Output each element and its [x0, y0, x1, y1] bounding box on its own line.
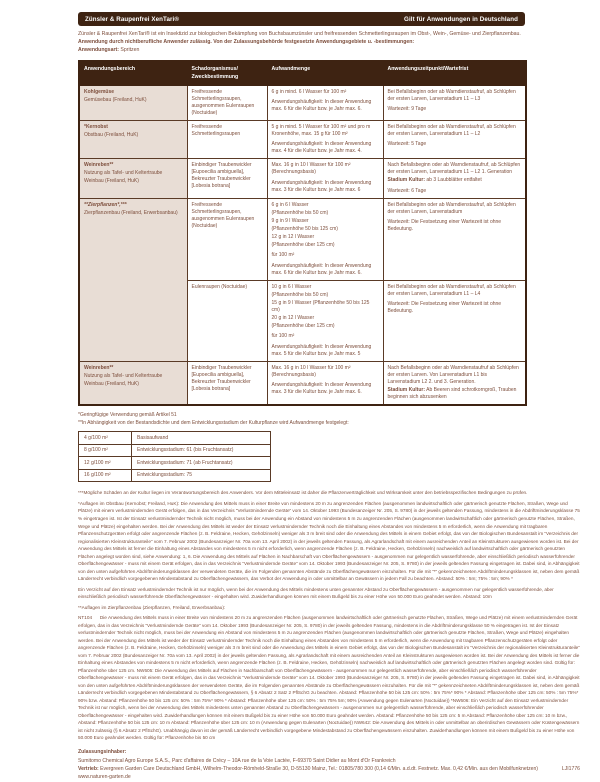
dose-row	[79, 469, 271, 482]
dose-desc: Entwicklungsstadium: 61 (bis Fruchtansatz)	[132, 444, 271, 457]
rate-cell: 5 g in mind. 5 l Wasser für 100 m² und pro m Kronenhöhe, max. 15 g für 100 m² Anwendungshäufigkeit: In dieser Anwendung max. 4 für die Kultur bzw. je Jahr max. 4.	[267, 120, 383, 159]
legal-paragraph-culture-damage: ***Mögliche Schäden an der Kultur liegen im Verantwortungsbereich des Anwenders. Vor dem Mitteleinsatz ist daher die Pflanzenverträglichkeit und Wirksamkeit unter den betriebsspezifischen Bedingungen zu prüfen.	[78, 490, 528, 496]
timing-cell: Bei Befallsbeginn oder ab Warndienstaufruf, ab Schlüpfen der ersten Larven, Larvenstadium L1 – L3 Wartezeit: 9 Tage	[383, 85, 526, 120]
label-code: LJI1776	[561, 765, 580, 772]
dose-row	[79, 457, 271, 470]
dose-amount: 16 g/100 m²	[79, 469, 132, 482]
intro-block	[78, 31, 525, 54]
product-title: Zünsler & Raupenfrei XenTari®	[85, 15, 179, 23]
footnote-aufwandmenge: **In Abhängigkeit von der Bestandsdichte und dem Entwicklungsstadium der Kulturpflanze wird Aufwandmenge festgelegt:	[78, 419, 349, 426]
pest-cell: Eulenraupen (Noctuidae)	[187, 280, 267, 361]
authorization-holder-line: Sumitomo Chemical Agro Europe S.A.S., Parc d'affaires de Crécy – 10A rue de la Voie Lactée, F-69370 Saint Didier au Mont d'Or Frankreich	[78, 757, 396, 764]
title-bar	[78, 12, 525, 26]
col-header-anwendungszeitpunkt: Anwendungszeitpunkt/Wartefrist	[383, 61, 526, 85]
authorization-holder-heading: Zulassungsinhaber:	[78, 748, 127, 755]
rate-cell: 6 g in mind. 6 l Wasser für 100 m² Anwendungshäufigkeit: In dieser Anwendung max. 6 für die Kultur bzw. je Jahr max. 6.	[267, 85, 383, 120]
application-type-label: Anwendungsart:	[78, 46, 119, 53]
area-cell: **Zierpflanzen*,*** Zierpflanzenbau (Freiland, Erwerbsanbau)	[79, 198, 187, 361]
timing-cell: Bei Befallsbeginn oder ab Warndienstaufruf, ab Schlüpfen der ersten Larven, Larvenstadium L1 – L2 Wartezeit: 5 Tage	[383, 120, 526, 159]
table-row	[79, 198, 526, 280]
timing-cell: Nach Befallsbeginn oder ab Warndienstaufruf ab Schlüpfen der ersten Larven. Von Larvenstadium L1 bis Larvenstadium L2 2. und 3. Generation. Stadium Kultur: Ab Beeren sind schrotkorngroß, Trauben beginnen sich abzusenken	[383, 361, 526, 405]
application-type-value: Spritzen	[118, 46, 140, 53]
col-header-aufwandmenge: Aufwandmenge	[267, 61, 383, 85]
table-row	[79, 361, 526, 405]
col-header-schadorganismus: Schadorganismus/ Zweckbestimmung	[187, 61, 267, 85]
table-row	[79, 120, 526, 159]
dose-amount: 8 g/100 m²	[79, 444, 132, 457]
area-cell: Kohlgemüse Gemüsebau (Freiland, HuK)	[79, 85, 187, 120]
region-note: Gilt für Anwendungen in Deutschland	[404, 15, 518, 23]
footnote-article51: *Geringfügige Verwendung gemäß Artikel 51	[78, 411, 177, 418]
pest-cell: Freifressende Schmetterlingsraupen, ausgenommen Eulenraupen (Noctuidae)	[187, 198, 267, 280]
col-header-anwendungsbereich: Anwendungsbereich	[79, 61, 187, 85]
dose-amount: 12 g/100 m²	[79, 457, 132, 470]
legal-paragraph-obstbau: *Auflagen im Obstbau (Kernobst; Freiland, HuK): Die Anwendung des Mittels muss in einer Breite von mindestens 20 m zu angrenzenden Flächen (ausgenommen landwirtschaftlich oder gärtnerisch genutzte Flächen, Straßen, Wege und Plätze) mit einem verlustmindernden Gerät erfolgen, das in das Verzeichnis “Verlustmindernde Geräte” vom 14. Oktober 1993 (Bundesanzeiger Nr. 205, S. 9780) in der jeweils geltenden Fassung, mindestens in die Abdriftminderungsklasse 75 % eingetragen ist. Ist der Einsatz verlustmindernder Technik nicht möglich, muss bei der Anwendung ein Abstand von mindestens 5 m zu angrenzenden Flächen (ausgenommen landwirtschaftlich oder gärtnerisch genutzte Flächen, Straßen, Wege und Plätze) eingehalten werden. Bei der Anwendung des Mittels ist weder der Einsatz verlustmindernder Technik noch die Einhaltung eines Abstandes von mindestens 5 m erforderlich, wenn die Anwendung mit tragbaren Pflanzenschutzgeräten erfolgt oder angrenzende Flächen (z. B. Feldraine, Hecken, Gehölzinseln) weniger als 3 m breit sind oder die Anwendung des Mittels in einem Gebiet erfolgt, das von der Biologischen Bundesanstalt im “Verzeichnis der regionalisierten Kleinstrukturanteile” vom 7. Februar 2002 (Bundesanzeiger Nr. 70a vom 13. April 2002) in der jeweils geltenden Fassung, als Agrarlandschaft mit einem ausreichenden Anteil an Kleinstrukturen ausgewiesen worden ist. Bei der Anwendung des Mittels ist ferner die Einhaltung eines Abstandes von mindestens 5 m nicht erforderlich, wenn angrenzende Flächen (z. B. Feldraine, Hecken, Gehölzinseln) nachweislich auf landwirtschaftlich oder gärtnerisch genutzten Flächen angelegt worden sind, siehe Anwendung: 1, 6. Die Anwendung des Mittels auf Flächen in Nachbarschaft von Oberflächengewässern - ausgenommen nur gelegentlich wasserführende, aber einschließlich periodisch wasserführender Oberflächengewässer - muss mit einem Gerät erfolgen, das in das Verzeichnis “Verlustmindernde Geräte” vom 14. Oktober 1993 (Bundesanzeiger Nr. 205, S. 9780) in der jeweils geltenden Fassung eingetragen ist. Dabei sind, in Abhängigkeit von den unten aufgeführten Abdriftminderungsklassen der verwendeten Geräte, die im Folgenden genannten Abstände zu Oberflächengewässern einzuhalten. Für die mit “*” gekennzeichneten Abdriftminderungsklassen ist, neben dem gemäß Länderrecht verbindlich vorgegebenen Mindestabstand zu Oberflächengewässern, das Verbot der Anwendung in oder unmittelbar an Gewässern in jedem Fall zu beachten. Abstand: 50% : 5m; 75% : 5m; 90% *	[78, 500, 580, 582]
footer-block	[78, 749, 580, 782]
table-row	[79, 159, 526, 199]
timing-cell: Nach Befallsbeginn oder ab Warndienstaufruf, ab Schlüpfen der ersten Larven, Larvenstadium L1 – L2 1. Generation Stadium Kultur: ab 3 Laubblätter entfaltet Wartezeit: 6 Tage	[383, 159, 526, 199]
legal-paragraph-zierpflanzenbau-heading: **Auflagen im Zierpflanzenbau (Zierpflanzen, Freiland, Erwerbsanbau):	[78, 604, 226, 610]
pest-cell: Freifressende Schmetterlingsraupen	[187, 120, 267, 159]
dose-amount: 4 g/100 m²	[79, 432, 132, 445]
pest-cell: Freifressende Schmetterlingsraupen, ausgenommen Eulenraupen (Noctuidae)	[187, 85, 267, 120]
distribution-line	[78, 766, 580, 774]
vertrieb-label: Vertrieb:	[78, 765, 99, 772]
legal-text-block	[78, 489, 580, 742]
dose-row	[79, 432, 271, 445]
pest-cell: Einbindiger Traubenwickler [Eupoecilia ambiguella], Bekreuzter Traubenwickler [Lobesia botrana]	[187, 159, 267, 199]
dose-row	[79, 444, 271, 457]
rate-cell: Max. 16 g in 10 l Wasser für 100 m² (Berechnungsbasis) Anwendungshäufigkeit: In dieser Anwendung max. 3 für die Kultur bzw. je Jahr max. 6.	[267, 361, 383, 405]
area-cell: Weinreben** Nutzung als Tafel- und Keltertraube Weinbau (Freiland, HuK)	[79, 159, 187, 199]
area-cell: Weinreben** Nutzung als Tafel- und Keltertraube Weinbau (Freiland, HuK)	[79, 361, 187, 405]
application-table	[78, 60, 527, 406]
timing-cell: Bei Befallsbeginn oder ab Warndienstaufruf, ab Schlüpfen der ersten Larven, Larvenstadium Wartezeit: Die Festsetzung einer Wartezeit ist ohne Bedeutung.	[383, 198, 526, 280]
dose-desc: Entwicklungsstadium: 71 (ab Fruchtansatz)	[132, 457, 271, 470]
stadium-kultur-line: Stadium Kultur: ab 3 Laubblätter entfaltet	[387, 177, 482, 184]
rate-cell: 10 g in 6 l Wasser (Pflanzenhöhe bis 50 cm) 15 g in 9 l Wasser (Pflanzenhöhe 50 bis 125 cm) 20 g in 12 l Wasser (Pflanzenhöhe über 125 cm) für 100 m² Anwendungshäufigkeit: In dieser Anwendung max. 5 für die Kultur bzw. je Jahr max. 5	[267, 280, 383, 361]
rate-cell: Max. 16 g in 10 l Wasser für 100 m² (Berechnungsbasis) Anwendungshäufigkeit: In dieser Anwendung max. 3 für die Kultur bzw. je Jahr max. 6	[267, 159, 383, 199]
dose-desc: Basisaufwand	[132, 432, 271, 445]
website-text: www.naturen-garten.de	[78, 773, 131, 780]
area-cell: *Kernobst Obstbau (Freiland, HuK)	[79, 120, 187, 159]
table-header-row	[79, 61, 526, 85]
dose-table	[78, 431, 271, 482]
intro-regulatory-note: Anwendung durch nichtberufliche Anwender zulässig. Von der Zulassungsbehörde festgesetzte Anwendungsgebiete u. -bestimmungen:	[78, 38, 415, 45]
rate-cell: 6 g in 6 l Wasser (Pflanzenhöhe bis 50 cm) 9 g in 9 l Wasser (Pflanzenhöhe 50 bis 125 cm) 12 g in 12 l Wasser (Pflanzenhöhe über 125 cm) für 100 m² Anwendungshäufigkeit: In dieser Anwendung max. 6 für die Kultur bzw. je Jahr max. 6.	[267, 198, 383, 280]
timing-cell: Bei Befallsbeginn oder ab Warndienstaufruf, ab Schlüpfen der ersten Larven, Larvenstadium L1 – L4 Wartezeit: Die Festsetzung einer Wartezeit ist ohne Bedeutung.	[383, 280, 526, 361]
intro-description: Zünsler & Raupenfrei XenTari® ist ein Insektizid zur biologischen Bekämpfung von Buchsbaumzünsler und freifressenden Schmetterlingsraupen im Obst-, Wein-, Gemüse- und Zierpflanzenbau.	[78, 31, 521, 37]
table-row	[79, 85, 526, 120]
pest-cell: Einbindiger Traubenwickler [Eupoecilia ambiguella], Bekreuzter Traubenwickler [Lobesia botrana]	[187, 361, 267, 405]
legal-paragraph-verzicht: Ein Verzicht auf den Einsatz verlustmindernder Technik ist nur möglich, wenn bei der Anwendung des Mittels mindestens unten genannter Abstand zu Oberflächengewässern - ausgenommen nur gelegentlich wasserführende, aber einschließlich periodisch wasserführende Oberflächengewässer - eingehalten wird. Zuwiderhandlungen können mit einem Bußgeld bis zu einer Höhe von 50.000 Euro geahndet werden. Abstand: 10m	[78, 586, 554, 600]
distribution-text: Vertrieb: Evergreen Garden Care Deutschland GmbH, Wilhelm-Theodor-Römheld-Straße 30, D-55130 Mainz, Tel.: 01805/780 300 (0,14 €/Min. a.d.dt. Festnetz. Max. 0,42 €/Min. aus den Mobilfunknetzen)	[78, 765, 538, 772]
stadium-kultur-line: Stadium Kultur: Ab Beeren sind schrotkorngroß, Trauben beginnen sich abzusenken	[387, 386, 517, 400]
legal-paragraph-nt104: NT104 Die Anwendung des Mittels muss in einer Breite von mindestens 20 m zu angrenzenden Flächen (ausgenommen landwirtschaftlich oder gärtnerisch genutzte Flächen, Straßen, Wege und Plätze) mit einem verlustmindernden Gerät erfolgen, das in das Verzeichnis “Verlustmindernde Geräte” vom 14. Oktober 1993 (Bundesanzeiger Nr. 205, S. 9780) in der jeweils geltenden Fassung, mindestens in die Abdriftminderungsklasse 50 % eingetragen ist. Ist der Einsatz verlustmindernder Technik nicht möglich, muss bei der Anwendung ein Abstand von mindestens 5 m zu angrenzenden Flächen (ausgenommen landwirtschaftlich oder gärtnerisch genutzte Flächen, Straßen, Wege und Plätze) eingehalten werden. Bei der Anwendung des Mittels ist weder der Einsatz verlustmindernder Technik noch die Einhaltung eines Abstandes von mindestens 5 m erforderlich, wenn die Anwendung mit tragbaren Pflanzenschutzgeräten erfolgt oder angrenzende Flächen (z. B. Feldraine, Hecken, Gehölzinseln) weniger als 3 m breit sind oder die Anwendung des Mittels in einem Gebiet erfolgt, das von der Biologischen Bundesanstalt im “Verzeichnis der regionalisierten Kleinstrukturanteile” vom 7. Februar 2002 (Bundesanzeiger Nr. 70a vom 13. April 2002) in der jeweils geltenden Fassung, als Agrarlandschaft mit einem ausreichenden Anteil an Kleinstrukturen ausgewiesen worden ist. Bei der Anwendung des Mittels ist ferner die Einhaltung eines Abstandes von mindestens 5 m nicht erforderlich, wenn angrenzende Flächen (z. B. Feldraine, Hecken, Gehölzinseln) nachweislich auf landwirtschaftlich oder gärtnerisch genutzten Flächen angelegt worden sind. Gültig für: Pflanzenhöhe über 125 cm. NW605: Die Anwendung des Mittels auf Flächen in Nachbarschaft von Oberflächengewässern - ausgenommen nur gelegentlich wasserführende, aber einschließlich periodisch wasserführender Oberflächengewässer - muss mit einem Gerät erfolgen, das in das Verzeichnis “Verlustmindernde Geräte” vom 14. Oktober 1993 (Bundesanzeiger Nr. 205, S. 9780) in der jeweils geltenden Fassung eingetragen ist. Dabei sind, in Abhängigkeit von den unten aufgeführten Abdriftminderungsklassen der verwendeten Geräte, die im Folgenden genannten Abstände zu Oberflächengewässern einzuhalten. Für die mit “*” gekennzeichneten Abdriftminderungsklassen ist, neben dem gemäß Länderrecht verbindlich vorgegebenen Mindestabstand zu Oberflächengewässern, § 6 Absatz 2 Satz 2 PflSchG zu beachten. Abstand: Pflanzenhöhe 50 bis 125 cm: 50% : 5m 75%* 90% * Abstand: Pflanzenhöhe über 125 cm: 50% : 5m 75%* 90% bzw. Abstand: Pflanzenhöhe 50 bis 125 cm: 50% : 5m 75%* 90% * Abstand: Pflanzenhöhe über 125 cm: 50% : 5m 75% 5m; 90% (Anwendung gegen Eulenarten (Noctuidae)) *NW606: Ein Verzicht auf den Einsatz verlustmindernder Technik ist nur möglich, wenn bei der Anwendung des Mittels mindestens unten genannter Abstand zu Oberflächengewässern - ausgenommen nur gelegentlich wasserführende, aber einschließlich periodisch wasserführender Oberflächengewässer - eingehalten wird. Zuwiderhandlungen können mit einem Bußgeld bis zu einer Höhe von 50.000 Euro geahndet werden. Abstand: Pflanzenhöhe 50 bis 125 cm: 5 m Abstand: Pflanzenhöhe über 125 cm: 10 m bzw., Abstand: Pflanzenhöhe 50 bis 125 cm: 10 m Abstand: Pflanzenhöhe über 125 cm: 10 m (Anwendung gegen Eulenarten (Noctuidae)) NW642: Die Anwendung des Mittels in oder unmittelbar an oberirdischen Gewässern oder Küstengewässern ist nicht zulässig (§ 6 Absatz 2 PflSchG). Unabhängig davon ist der gemäß Länderrecht verbindlich vorgegebene Mindestabstand zu Oberflächengewässern einzuhalten. Zuwiderhandlungen können mit einem Bußgeld bis zu einer Höhe von 50.000 Euro geahndet werden. Gültig für: Pflanzenhöhe bis 50 cm	[78, 615, 580, 741]
dose-desc: Entwicklungsstadium: 75	[132, 469, 271, 482]
table-footnotes	[78, 412, 580, 428]
application-type-line	[78, 47, 525, 55]
